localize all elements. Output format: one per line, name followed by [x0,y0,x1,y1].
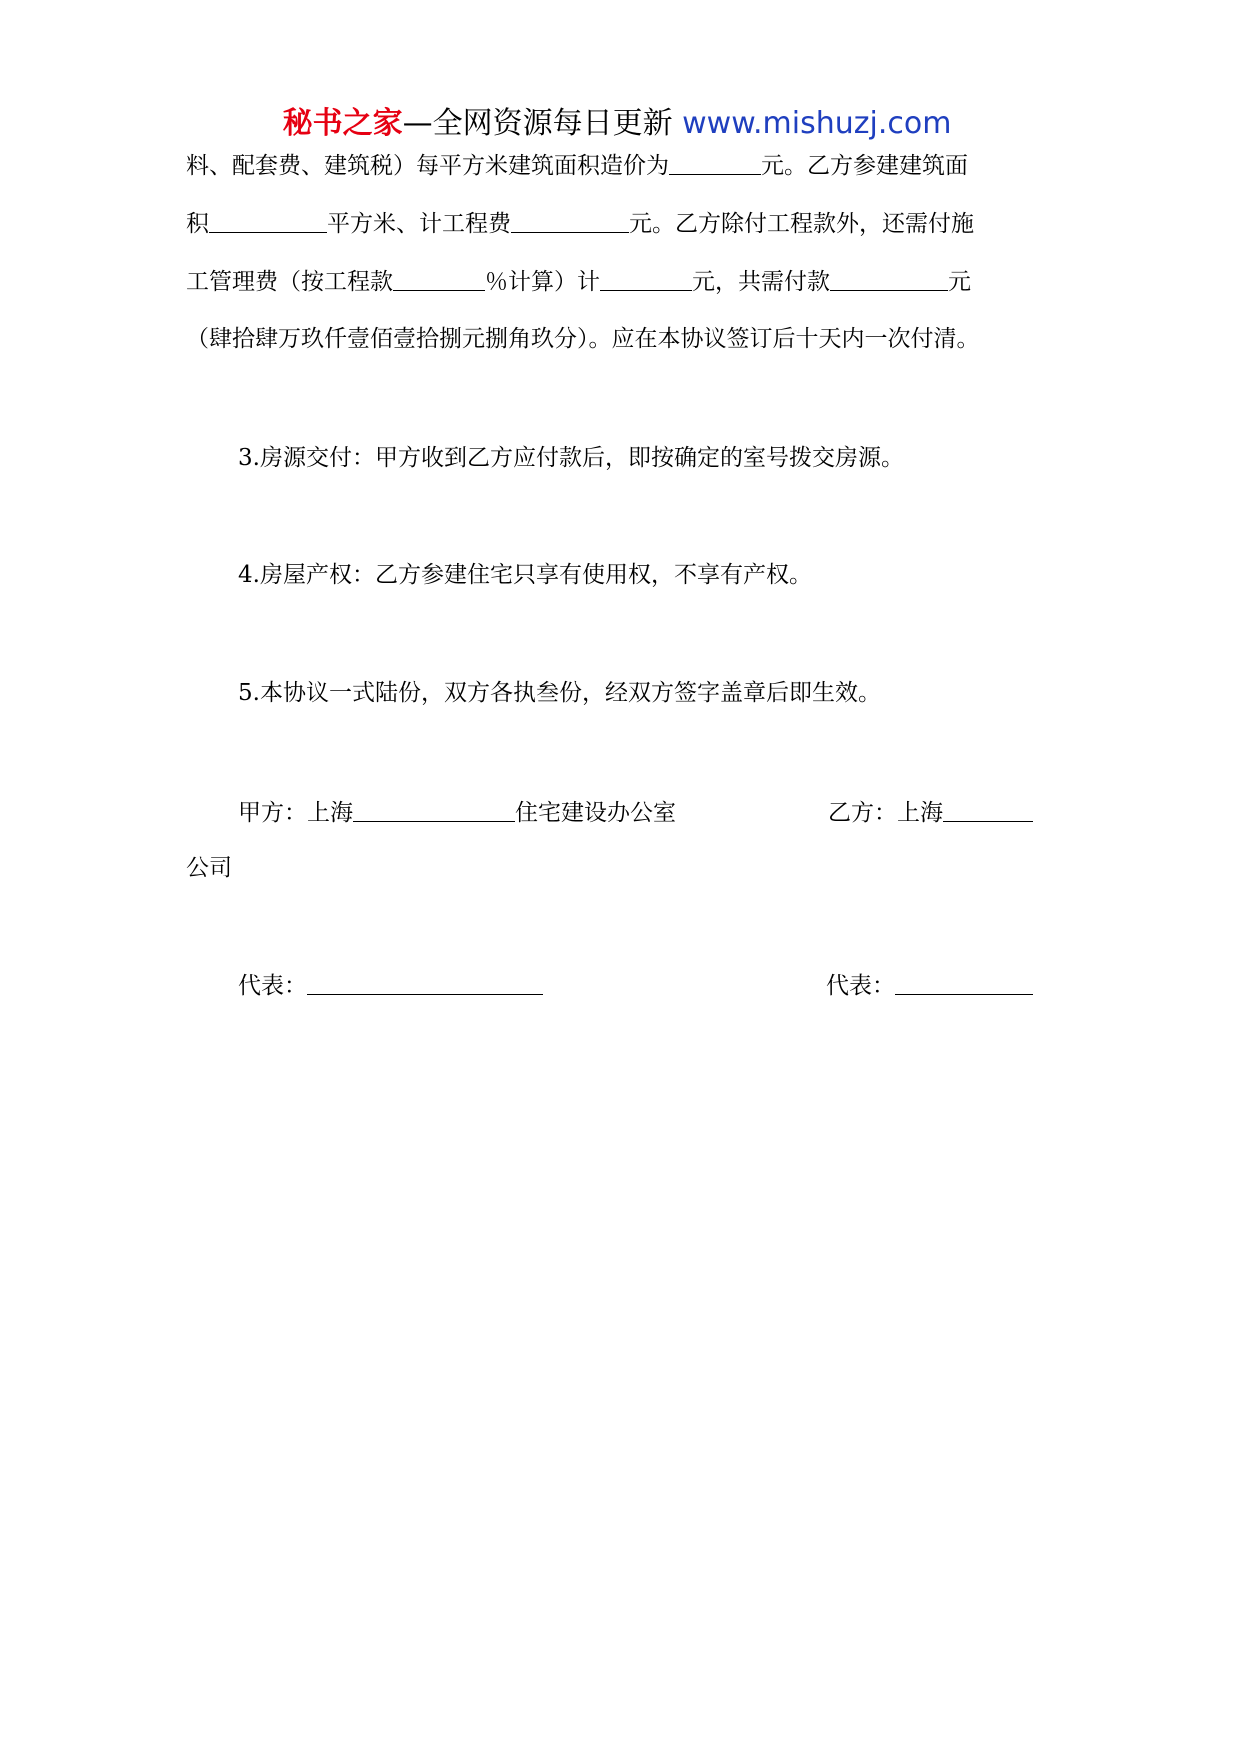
item-5-copies: 5.本协议一式陆份，双方各执叁份，经双方签字盖章后即生效。 [238,680,881,706]
rep-a-line [238,970,543,1001]
text-segment: 平方米、计工程费 [327,211,511,237]
text-segment: ％计算）计 [485,269,600,295]
item-4-ownership: 4.房屋产权：乙方参建住宅只享有使用权，不享有产权。 [238,562,812,588]
text-segment: 元。乙方参建建筑面 [761,153,968,179]
fill-blank [943,797,1033,822]
party-a-line [238,797,676,828]
fill-blank [511,208,629,233]
rep-b-label: 代表： [826,973,895,999]
party-b-continued: 公司 [186,855,232,881]
site-url[interactable]: www.mishuzj.com [682,106,952,141]
rep-a-label: 代表： [238,973,307,999]
fill-blank [830,266,948,291]
fill-blank [669,150,761,175]
party-b-line [828,797,1033,828]
para2-line1 [186,150,968,181]
site-brand: 秘书之家 [282,106,403,141]
fill-blank [307,970,543,995]
site-slogan: —全网资源每日更新 [402,106,673,141]
text-segment: 元 [948,269,971,295]
para2-line4: （肆拾肆万玖仟壹佰壹拾捌元捌角玖分）。应在本协议签订后十天内一次付清。 [186,326,980,352]
para2-line3 [186,266,971,297]
fill-blank [209,208,327,233]
para2-line2 [186,208,974,239]
party-b-label: 乙方：上海 [828,800,943,826]
text-segment: 积 [186,211,209,237]
item-3-delivery: 3.房源交付：甲方收到乙方应付款后，即按确定的室号拨交房源。 [238,445,904,471]
site-header [0,104,1234,144]
fill-blank [600,266,692,291]
rep-b-line [826,970,1033,1001]
fill-blank [895,970,1033,995]
text-segment: 元。乙方除付工程款外，还需付施 [629,211,974,237]
fill-blank [353,797,515,822]
text-segment: 料、配套费、建筑税）每平方米建筑面积造价为 [186,153,669,179]
text-segment: 元，共需付款 [692,269,830,295]
fill-blank [393,266,485,291]
text-segment: 工管理费（按工程款 [186,269,393,295]
party-a-org: 住宅建设办公室 [515,800,676,826]
party-a-label: 甲方：上海 [238,800,353,826]
